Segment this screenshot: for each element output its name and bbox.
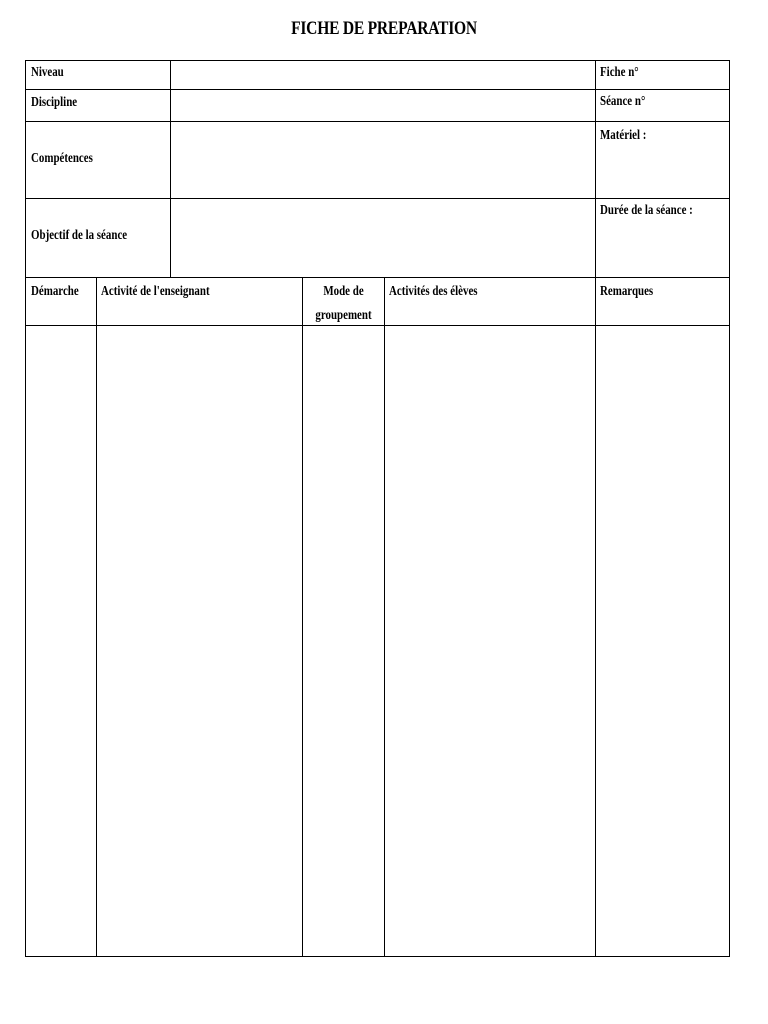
discipline-label: Discipline: [31, 95, 78, 110]
col-mode-groupement: [312, 280, 375, 328]
activite-enseignant-cell[interactable]: [97, 326, 302, 956]
objectif-field[interactable]: [171, 199, 594, 277]
seance-number-label: Séance n°: [600, 94, 646, 109]
col-mode-line2: groupement: [315, 308, 372, 323]
activites-eleves-cell[interactable]: [385, 326, 595, 956]
remarques-cell[interactable]: [596, 326, 729, 956]
niveau-label: Niveau: [31, 65, 64, 80]
mode-groupement-cell[interactable]: [303, 326, 384, 956]
materiel-label: Matériel :: [600, 128, 647, 143]
col-activites-eleves: Activités des élèves: [389, 284, 478, 299]
competences-label: Compétences: [31, 151, 93, 166]
col-remarques: Remarques: [600, 284, 654, 299]
col-activite-enseignant: Activité de l'enseignant: [101, 284, 210, 299]
col-mode-line1: Mode de: [323, 284, 364, 299]
objectif-label: Objectif de la séance: [31, 228, 128, 243]
divider: [25, 277, 730, 278]
competences-field[interactable]: [171, 122, 594, 198]
niveau-field[interactable]: [171, 61, 594, 89]
page-title: FICHE DE PREPARATION: [291, 18, 477, 39]
col-demarche: Démarche: [31, 284, 79, 299]
demarche-cell[interactable]: [26, 326, 96, 956]
discipline-field[interactable]: [171, 90, 594, 121]
duree-label: Durée de la séance :: [600, 203, 693, 218]
fiche-number-label: Fiche n°: [600, 65, 639, 80]
